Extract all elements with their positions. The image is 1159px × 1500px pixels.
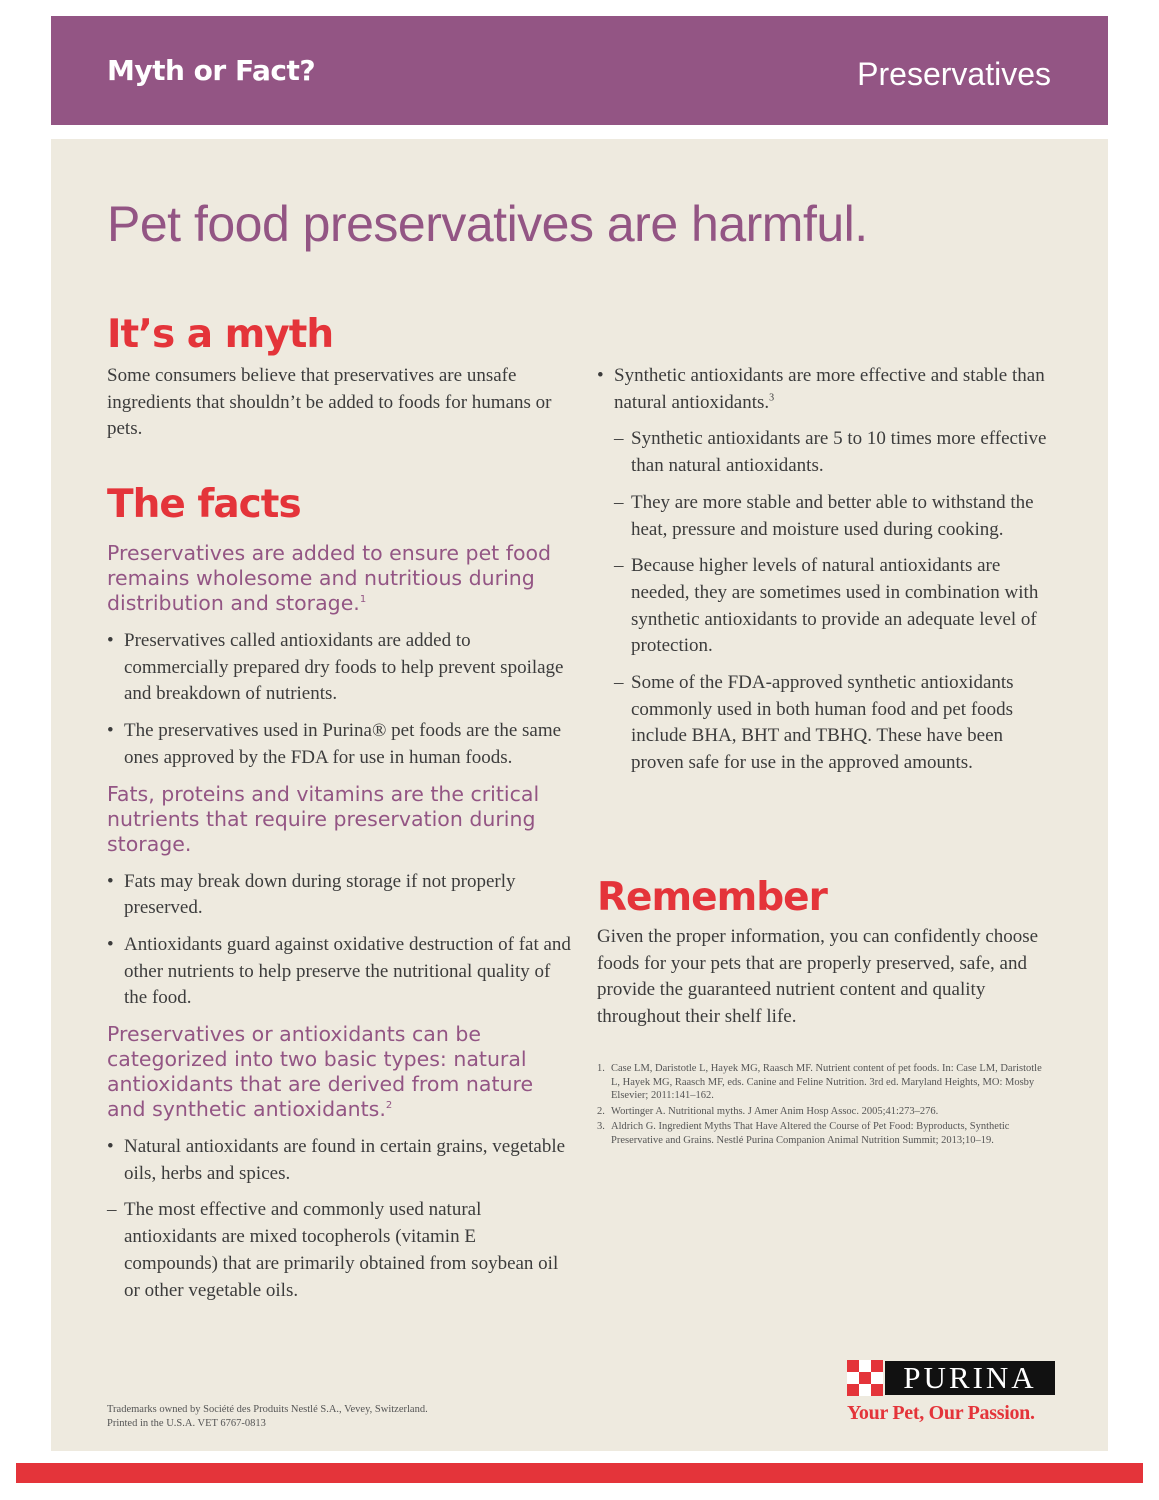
references: [597, 1062, 1052, 1149]
series-title: Myth or Fact?: [107, 54, 316, 87]
page-title: Pet food preservatives are harmful.: [107, 196, 868, 252]
list-item: • The preservatives used in Purina® pet foods are the same ones approved by the FDA for use in human foods.: [107, 720, 562, 768]
facts-subheading: Preservatives are added to ensure pet food remains wholesome and nutritious during distribution and storage.$^1$: [107, 541, 552, 615]
remember-heading: Remember: [597, 875, 827, 920]
topic-label: Preservatives: [857, 56, 1051, 92]
list-item: • Synthetic antioxidants are more effective and stable than natural antioxidants.$^3$: [597, 365, 1045, 413]
list-item: • Fats may break down during storage if not properly preserved.: [107, 870, 516, 919]
remember-section: [597, 875, 1057, 1031]
reference-item: 3. Aldrich G. Ingredient Myths That Have Altered the Course of Pet Food: Byproducts, Synthetic Preservative and Grains. Nestlé Purina Companion Animal Nutrition Summit; 2013;10–19.: [597, 1121, 1010, 1146]
list-item: – They are more stable and better able to withstand the heat, pressure and moisture used during cooking.: [614, 491, 1034, 540]
myth-heading: It’s a myth: [107, 312, 334, 357]
myth-section: [107, 312, 572, 443]
bottom-bar: [16, 1463, 1143, 1483]
list-item: • Antioxidants guard against oxidative destruction of fat and other nutrients to help preserve the nutritional quality of the food.: [107, 933, 571, 1009]
facts-heading: The facts: [107, 482, 301, 527]
remember-text: Given the proper information, you can confidently choose foods for your pets that are properly preserved, safe, and provide the guaranteed nutrient content and quality throughout their shelf life.: [597, 926, 1039, 1028]
list-item: – Some of the FDA-approved synthetic antioxidants commonly used in both human food and pet foods include BHA, BHT and TBHQ. These have been proven safe for use in the approved amounts.: [614, 672, 1014, 774]
facts-subheading: Fats, proteins and vitamins are the critical nutrients that require preservation during storage.: [107, 781, 540, 856]
reference-item: 1. Case LM, Daristotle L, Hayek MG, Raasch MF. Nutrient content of pet foods. In: Case LM, Daristotle L, Hayek MG, Raasch MF, eds. Canine and Feline Nutrition. 3rd ed. Maryland Heights, MO: Mosby Elsevier; 2011:141–162.: [597, 1063, 1042, 1101]
list-item: – The most effective and commonly used natural antioxidants are mixed tocopherols (vitamin E compounds) that are primarily obtained from soybean oil or other vegetable oils.: [107, 1199, 559, 1301]
brand-tagline: Your Pet, Our Passion.: [847, 1402, 1035, 1424]
facts-section: [107, 482, 572, 1314]
facts-subsection-3: [107, 1022, 572, 1304]
facts-subheading: Preservatives or antioxidants can be categorized into two basic types: natural antioxidants that are derived from nature and synthetic antioxidants.$^2$: [107, 1022, 534, 1122]
list-item: • Preservatives called antioxidants are added to commercially prepared dry foods to help prevent spoilage and breakdown of nutrients.: [107, 630, 564, 705]
footer-note: [107, 1403, 428, 1431]
list-item: – Synthetic antioxidants are 5 to 10 times more effective than natural antioxidants.: [614, 428, 1047, 477]
myth-text: Some consumers believe that preservatives are unsafe ingredients that shouldn’t be added to foods for humans or pets.: [107, 365, 552, 440]
synthetic-section: [597, 363, 1057, 787]
trademark-text: Trademarks owned by Société des Produits Nestlé S.A., Vevey, Switzerland.: [107, 1404, 428, 1415]
printed-text: Printed in the U.S.A. VET 6767-0813: [107, 1418, 266, 1429]
brand-name: PURINA: [885, 1361, 1055, 1395]
list-item: – Because higher levels of natural antioxidants are needed, they are sometimes used in combination with synthetic antioxidants to provide an adequate level of protection.: [614, 555, 1039, 657]
facts-subsection-2: [107, 782, 572, 1013]
checkerboard-icon: [847, 1360, 883, 1396]
facts-subsection-1: [107, 541, 572, 772]
header-banner: [51, 16, 1108, 125]
purina-logo: [847, 1360, 1062, 1425]
reference-item: 2. Wortinger A. Nutritional myths. J Amer Anim Hosp Assoc. 2005;41:273–276.: [597, 1105, 939, 1117]
list-item: • Natural antioxidants are found in certain grains, vegetable oils, herbs and spices.: [107, 1136, 566, 1184]
